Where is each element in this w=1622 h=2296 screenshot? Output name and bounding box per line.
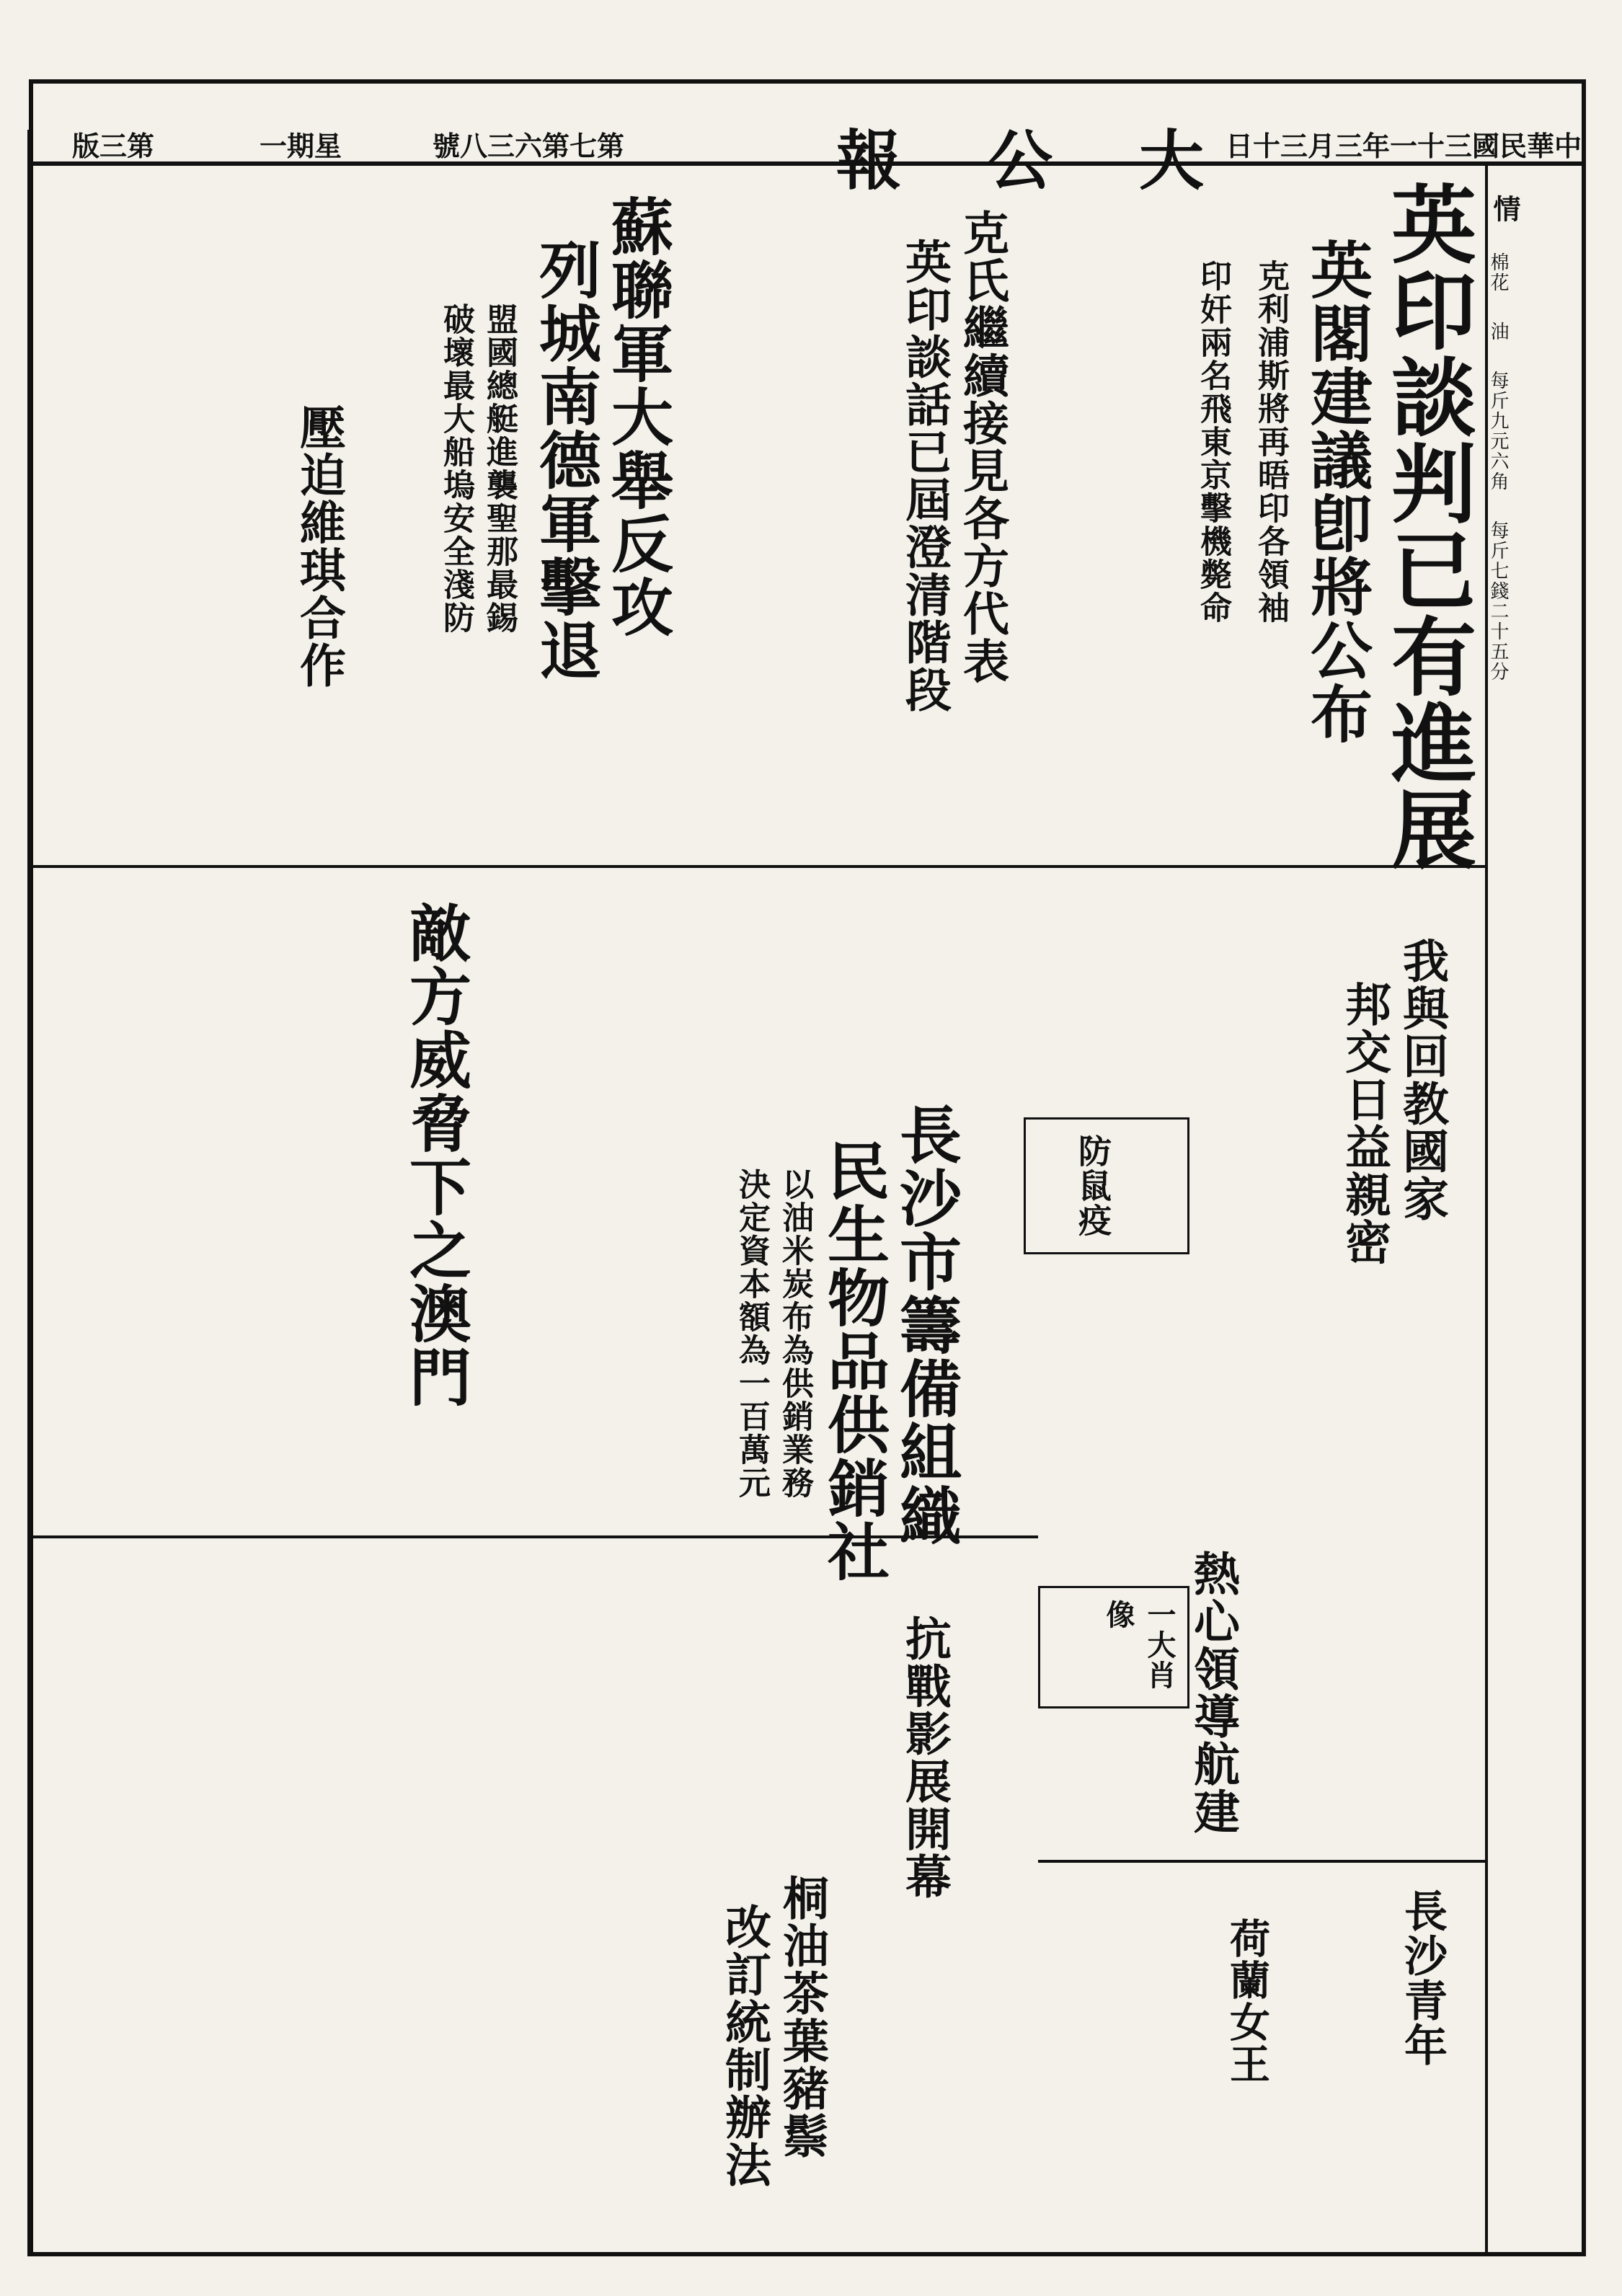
market-prices-column <box>1485 195 1579 711</box>
portrait-box <box>1038 1586 1189 1708</box>
plague-box-title: 防鼠疫 <box>1073 1134 1112 1238</box>
queen-headline: 荷蘭女王 <box>1223 1918 1271 2085</box>
changsha-subhead: 以油米炭布為供銷業務 <box>776 1168 813 1499</box>
market-label: 情 <box>1489 195 1521 223</box>
soviet-subhead-2: 破壞最大船塢安全淺防 <box>438 303 474 634</box>
india-subheadline: 英閣建議卽將公布 <box>1300 238 1373 745</box>
vichy-headline: 壓迫維琪合作 <box>292 404 346 689</box>
price-item: 每斤七錢二十五分 <box>1487 520 1509 682</box>
changsha-subhead-2: 決定資本額為一百萬元 <box>733 1168 770 1499</box>
changsha-headline-2: 民生物品供銷社 <box>817 1139 890 1583</box>
soviet-headline: 蘇聯軍大舉反攻 <box>601 195 673 639</box>
india-subhead-2: 克利浦斯將再晤印各領袖 <box>1252 260 1289 624</box>
issue-number: 號八三六第七第 <box>433 130 625 162</box>
macau-headline: 敵方威脅下之澳門 <box>399 901 471 1409</box>
price-item: 棉花 <box>1487 252 1509 293</box>
india-subhead-3: 印奸兩名飛東京擊機斃命 <box>1195 260 1231 624</box>
newspaper-title: 報公大 <box>836 123 1290 199</box>
india-headline: 英印談判已有進展 <box>1377 180 1477 872</box>
soviet-subhead: 盟國總艇進襲聖那最錫 <box>481 303 518 634</box>
tung-oil-headline: 桐油茶葉豬鬃 <box>775 1874 829 2160</box>
weekday: 一期星 <box>260 130 342 162</box>
film-headline: 抗戰影展開幕 <box>898 1615 952 1900</box>
plague-prevention-box <box>1024 1117 1189 1254</box>
price-item: 油 <box>1487 322 1509 342</box>
left-margin-index <box>0 130 30 2256</box>
aviation-headline: 熱心領導航建 <box>1186 1550 1240 1835</box>
hui-headline-2: 邦交日益親密 <box>1337 980 1391 1266</box>
portrait-label: 一大肖像 <box>1102 1600 1176 1690</box>
cripps-headline-2: 英印談話已屆澄清階段 <box>898 238 952 714</box>
cripps-headline: 克氏繼續接見各方代表 <box>955 209 1009 685</box>
soviet-headline-2: 列城南德軍擊退 <box>528 238 601 682</box>
section-rule <box>1038 1860 1485 1863</box>
page-number: 版三第 <box>72 130 155 162</box>
tung-oil-headline-2: 改訂統制辦法 <box>717 1903 771 2189</box>
section-rule <box>29 865 1485 868</box>
changsha-headline: 長沙市籌備組織 <box>889 1103 962 1547</box>
youth-headline: 長沙青年 <box>1397 1889 1448 2067</box>
hui-headline: 我與回教國家 <box>1395 937 1449 1223</box>
price-item: 每斤九元六角 <box>1487 371 1509 492</box>
masthead-date: 日十三月三年一十三國民華中 <box>1226 130 1582 162</box>
